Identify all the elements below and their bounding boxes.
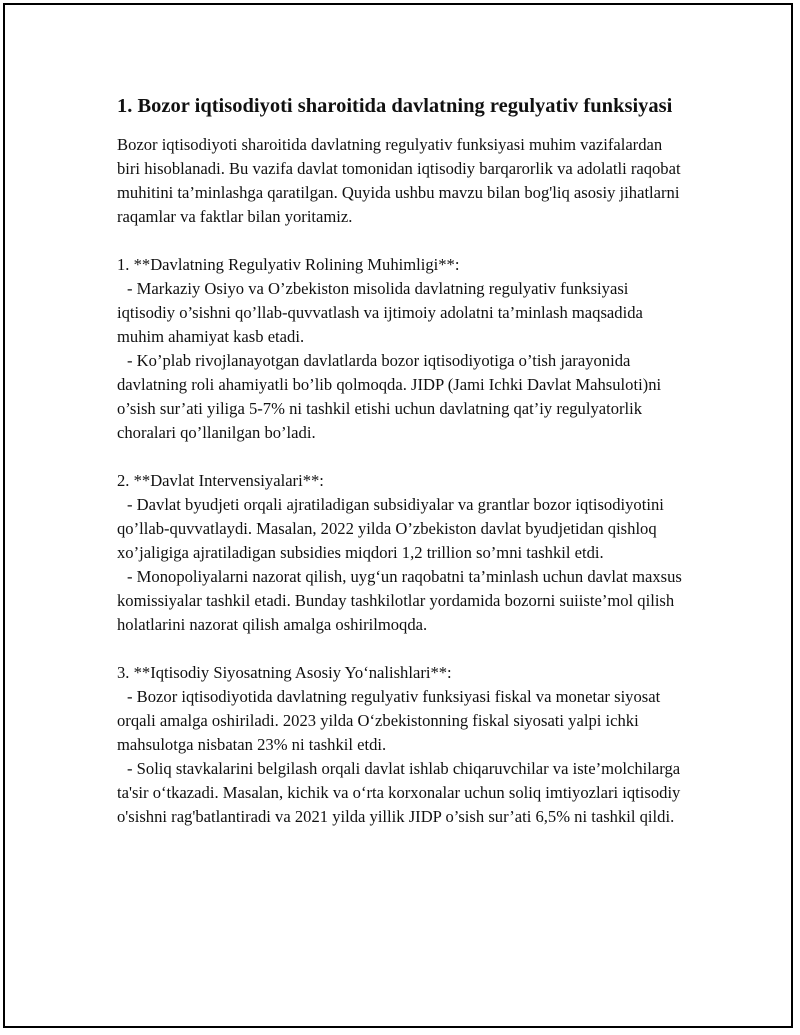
- document-body: [117, 92, 687, 829]
- section-2-heading: 2. **Davlat Intervensiyalari**:: [117, 471, 324, 490]
- paragraph-gap: [117, 229, 687, 253]
- section-3-item-2: - Soliq stavkalarini belgilash orqali davlat ishlab chiqaruvchilar va iste’molchilarga ta'sir o‘tkazadi. Masalan, kichik va o‘rta korxonalar uchun soliq imtiyozlari iqtisodiy o'sishni rag'batlantiradi va 2021 yilda yillik JIDP o’sish sur’ati 6,5% ni tashkil qildi.: [117, 759, 681, 826]
- document-title: 1. Bozor iqtisodiyoti sharoitida davlatning regulyativ funksiyasi: [117, 95, 673, 117]
- paragraph-gap: [117, 445, 687, 469]
- section-2-item-1: - Davlat byudjeti orqali ajratiladigan subsidiyalar va grantlar bozor iqtisodiyotini qo’llab-quvvatlaydi. Masalan, 2022 yilda O’zbekiston davlat byudjetidan qishloq xo’jaligiga ajratiladigan subsidies miqdori 1,2 trillion so’mni tashkil etdi.: [117, 495, 664, 562]
- section-3-heading: 3. **Iqtisodiy Siyosatning Asosiy Yo‘nalishlari**:: [117, 663, 452, 682]
- section-3: [117, 661, 687, 829]
- intro-paragraph: Bozor iqtisodiyoti sharoitida davlatning regulyativ funksiyasi muhim vazifalardan biri hisoblanadi. Bu vazifa davlat tomonidan iqtisodiy barqarorlik va adolatli raqobat muhitini ta’minlashga qaratilgan. Quyida ushbu mavzu bilan bog'liq asosiy jihatlarni raqamlar va faktlar bilan yoritamiz.: [117, 135, 681, 226]
- section-1-heading: 1. **Davlatning Regulyativ Rolining Muhimligi**:: [117, 255, 460, 274]
- section-1-item-1: - Markaziy Osiyo va O’zbekiston misolida davlatning regulyativ funksiyasi iqtisodiy o’sishni qo’llab-quvvatlash va ijtimoiy adolatni ta’minlash maqsadida muhim ahamiyat kasb etadi.: [117, 279, 643, 346]
- section-1-item-2: - Ko’plab rivojlanayotgan davlatlarda bozor iqtisodiyotiga o’tish jarayonida davlatning roli ahamiyatli bo’lib qolmoqda. JIDP (Jami Ichki Davlat Mahsuloti)ni o’sish sur’ati yiliga 5-7% ni tashkil etishi uchun davlatning qat’iy regulyatorlik choralari qo’llanilgan bo’ladi.: [117, 351, 662, 442]
- section-3-item-1: - Bozor iqtisodiyotida davlatning regulyativ funksiyasi fiskal va monetar siyosat orqali amalga oshiriladi. 2023 yilda O‘zbekistonning fiskal siyosati yalpi ichki mahsulotga nisbatan 23% ni tashkil etdi.: [117, 687, 661, 754]
- paragraph-gap: [117, 637, 687, 661]
- section-2: [117, 469, 687, 637]
- section-1: [117, 253, 687, 445]
- section-2-item-2: - Monopoliyalarni nazorat qilish, uyg‘un raqobatni ta’minlash uchun davlat maxsus komissiyalar tashkil etadi. Bunday tashkilotlar yordamida bozorni suiiste’mol qilish holatlarini nazorat qilish amalga oshirilmoqda.: [117, 567, 682, 634]
